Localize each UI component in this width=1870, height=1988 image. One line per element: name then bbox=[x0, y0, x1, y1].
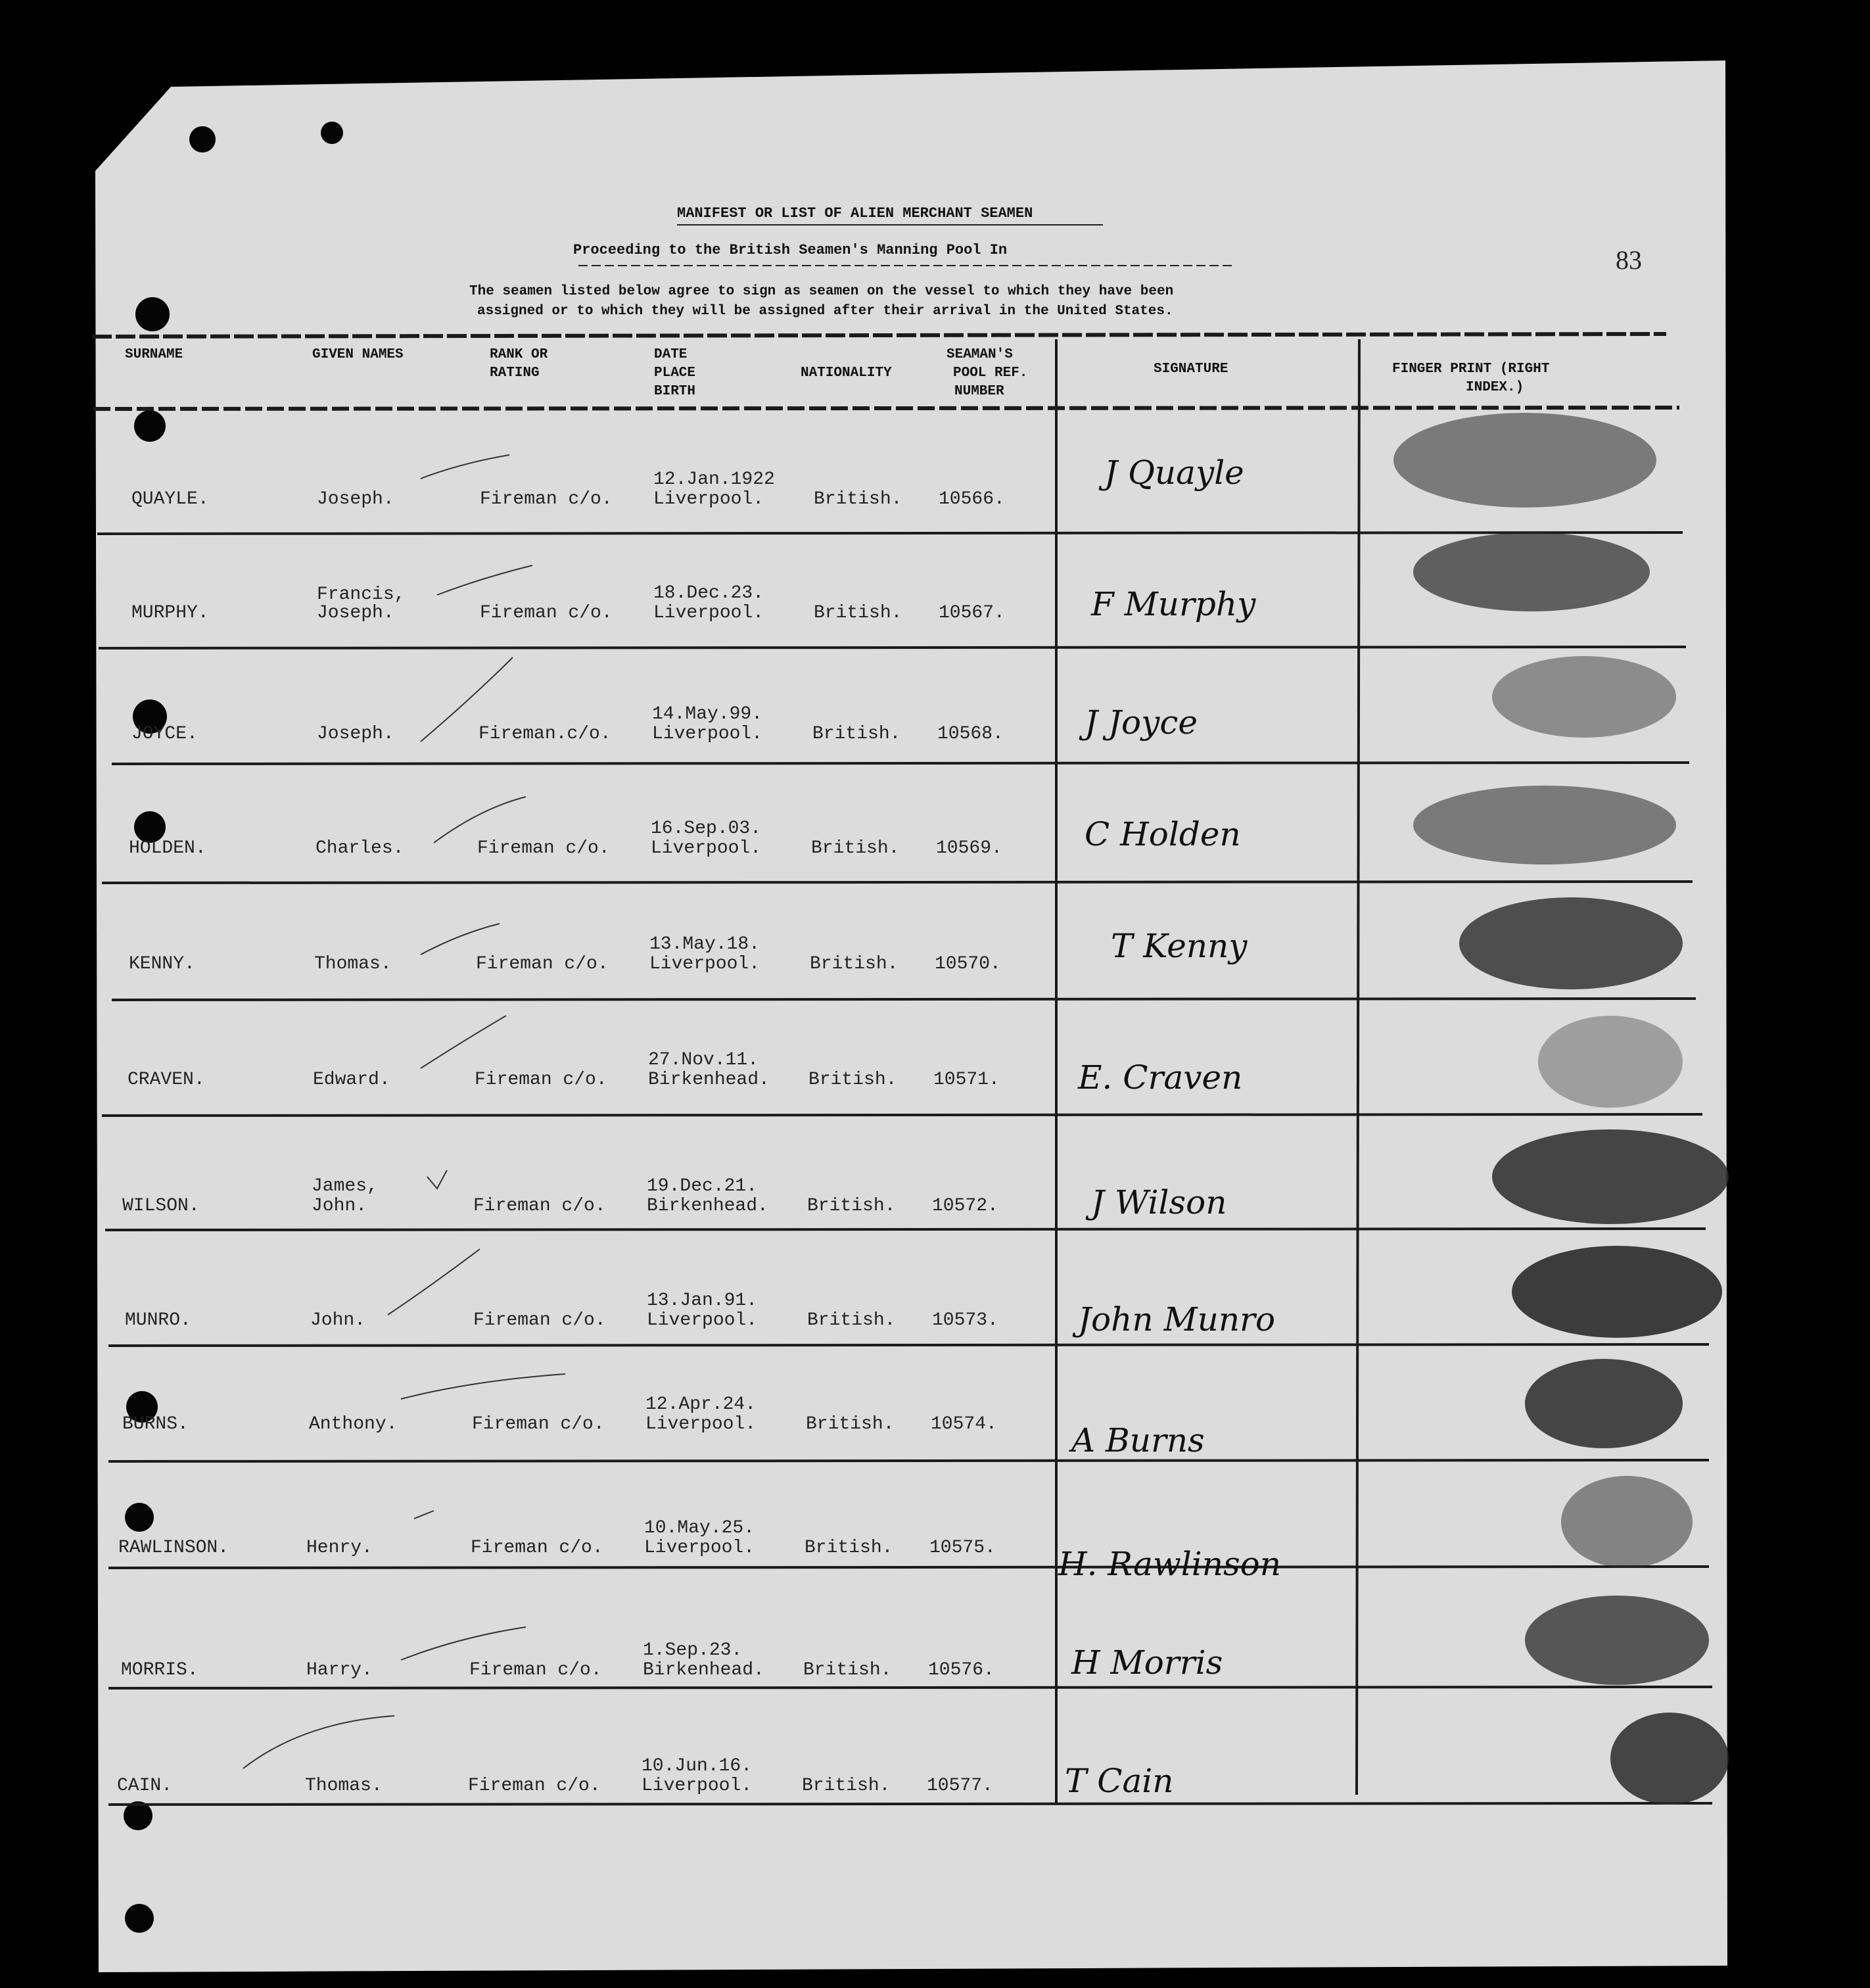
column-header-pool-line-2: POOL REF. bbox=[953, 366, 1028, 381]
row-birth-place: Birkenhead. bbox=[643, 1660, 764, 1680]
row-surname: CAIN. bbox=[117, 1776, 173, 1796]
row-birth-place: Liverpool. bbox=[653, 603, 764, 623]
row-pool-ref: 10576. bbox=[928, 1660, 994, 1680]
row-rank: Fireman c/o. bbox=[477, 838, 610, 859]
row-given-names-2: Joseph. bbox=[317, 489, 394, 509]
row-signature: H. Rawlinson bbox=[1058, 1545, 1281, 1583]
column-header-fingerprint-line-1: FINGER PRINT (RIGHT bbox=[1392, 362, 1550, 377]
row-surname: JOYCE. bbox=[131, 724, 198, 744]
row-rank: Fireman c/o. bbox=[480, 603, 613, 623]
row-signature: E. Craven bbox=[1078, 1058, 1243, 1097]
row-nationality: British. bbox=[806, 1414, 895, 1434]
row-nationality: British. bbox=[814, 489, 902, 509]
column-header-rank-line-2: RATING bbox=[490, 366, 540, 381]
manifest-title: MANIFEST OR LIST OF ALIEN MERCHANT SEAMEN bbox=[677, 205, 1033, 222]
row-nationality: British. bbox=[807, 1196, 896, 1216]
row-surname: HOLDEN. bbox=[129, 838, 206, 859]
row-birth-place: Liverpool. bbox=[651, 838, 762, 859]
row-signature: C Holden bbox=[1085, 815, 1241, 853]
row-nationality: British. bbox=[814, 603, 902, 623]
row-birth-place: Liverpool. bbox=[653, 489, 764, 509]
row-nationality: British. bbox=[803, 1660, 892, 1680]
column-header-pool-line-1: SEAMAN'S bbox=[947, 347, 1013, 362]
row-nationality: British. bbox=[802, 1776, 891, 1796]
column-header-date-line-2: PLACE bbox=[654, 366, 696, 381]
row-nationality: British. bbox=[807, 1310, 896, 1331]
row-signature: T Cain bbox=[1065, 1762, 1174, 1800]
column-header-given-names: GIVEN NAMES bbox=[312, 347, 404, 362]
row-pool-ref: 10571. bbox=[933, 1070, 1000, 1090]
row-given-names-2: Joseph. bbox=[317, 603, 394, 623]
row-given-names-2: Anthony. bbox=[309, 1414, 398, 1434]
row-surname: WILSON. bbox=[122, 1196, 200, 1216]
row-signature: H Morris bbox=[1071, 1644, 1223, 1682]
row-rank: Fireman c/o. bbox=[468, 1776, 601, 1796]
row-birth-date: 10.May.25. bbox=[644, 1518, 755, 1538]
row-birth-date: 12.Jan.1922 bbox=[653, 469, 775, 490]
column-header-date-line-1: DATE bbox=[654, 347, 688, 362]
row-birth-date: 12.Apr.24. bbox=[645, 1394, 757, 1415]
row-nationality: British. bbox=[811, 838, 900, 859]
row-rank: Fireman c/o. bbox=[476, 954, 609, 974]
row-surname: MUNRO. bbox=[125, 1310, 191, 1331]
row-given-names-2: John. bbox=[312, 1196, 367, 1216]
row-birth-date: 14.May.99. bbox=[652, 704, 763, 724]
row-birth-place: Birkenhead. bbox=[647, 1196, 768, 1216]
row-given-names-2: Thomas. bbox=[314, 954, 392, 974]
row-birth-place: Liverpool. bbox=[645, 1414, 757, 1434]
row-birth-date: 18.Dec.23. bbox=[653, 583, 764, 604]
row-signature: John Munro bbox=[1078, 1300, 1276, 1338]
row-birth-place: Liverpool. bbox=[649, 954, 760, 974]
row-birth-date: 19.Dec.21. bbox=[647, 1176, 758, 1196]
row-birth-place: Birkenhead. bbox=[648, 1070, 770, 1090]
row-birth-place: Liverpool. bbox=[644, 1538, 755, 1558]
row-rank: Fireman c/o. bbox=[473, 1196, 606, 1216]
row-nationality: British. bbox=[808, 1070, 897, 1090]
row-pool-ref: 10577. bbox=[927, 1776, 993, 1796]
column-header-surname: SURNAME bbox=[125, 347, 183, 362]
row-given-names-2: Joseph. bbox=[317, 724, 394, 744]
row-surname: CRAVEN. bbox=[128, 1070, 205, 1090]
row-signature: A Burns bbox=[1071, 1421, 1205, 1459]
row-birth-date: 27.Nov.11. bbox=[648, 1050, 759, 1070]
page-number: 83 bbox=[1616, 245, 1642, 275]
column-header-nationality: NATIONALITY bbox=[801, 366, 892, 381]
row-birth-place: Liverpool. bbox=[652, 724, 763, 744]
row-rank: Fireman.c/o. bbox=[479, 724, 611, 744]
row-rank: Fireman c/o. bbox=[469, 1660, 602, 1680]
row-pool-ref: 10572. bbox=[932, 1196, 998, 1216]
row-rank: Fireman c/o. bbox=[473, 1310, 606, 1331]
row-pool-ref: 10573. bbox=[932, 1310, 998, 1331]
row-rank: Fireman c/o. bbox=[475, 1070, 607, 1090]
row-given-names-2: Harry. bbox=[306, 1660, 373, 1680]
row-surname: KENNY. bbox=[129, 954, 195, 974]
row-signature: J Quayle bbox=[1104, 454, 1244, 492]
row-pool-ref: 10567. bbox=[939, 603, 1005, 623]
row-given-names-1: James, bbox=[312, 1176, 378, 1196]
row-pool-ref: 10569. bbox=[936, 838, 1002, 859]
column-header-date-line-3: BIRTH bbox=[654, 384, 696, 399]
row-birth-date: 1.Sep.23. bbox=[643, 1640, 743, 1661]
row-given-names-2: Charles. bbox=[316, 838, 404, 859]
row-rank: Fireman c/o. bbox=[471, 1538, 603, 1558]
row-birth-date: 13.May.18. bbox=[649, 934, 760, 955]
row-birth-date: 10.Jun.16. bbox=[642, 1756, 753, 1776]
row-birth-date: 13.Jan.91. bbox=[647, 1290, 758, 1311]
row-rank: Fireman c/o. bbox=[480, 489, 613, 509]
column-header-signature: SIGNATURE bbox=[1154, 362, 1228, 377]
row-given-names-1: Francis, bbox=[317, 584, 406, 605]
row-given-names-2: Thomas. bbox=[305, 1776, 383, 1796]
row-birth-place: Liverpool. bbox=[642, 1776, 753, 1796]
row-given-names-2: Henry. bbox=[306, 1538, 373, 1558]
row-given-names-2: John. bbox=[310, 1310, 366, 1331]
column-header-pool-line-3: NUMBER bbox=[954, 384, 1004, 399]
row-nationality: British. bbox=[805, 1538, 893, 1558]
manifest-subtitle: Proceeding to the British Seamen's Manning Pool In bbox=[573, 242, 1008, 258]
row-surname: BURNS. bbox=[122, 1414, 189, 1434]
column-header-fingerprint-line-2: INDEX.) bbox=[1466, 380, 1524, 395]
row-pool-ref: 10575. bbox=[929, 1538, 996, 1558]
row-nationality: British. bbox=[812, 724, 901, 744]
row-surname: QUAYLE. bbox=[131, 489, 209, 509]
row-surname: RAWLINSON. bbox=[118, 1538, 229, 1558]
row-nationality: British. bbox=[810, 954, 899, 974]
statement-line-1: The seamen listed below agree to sign as seamen on the vessel to which they have been bbox=[469, 284, 1174, 299]
row-signature: J Wilson bbox=[1091, 1183, 1227, 1221]
row-signature: T Kenny bbox=[1111, 927, 1248, 965]
row-given-names-2: Edward. bbox=[313, 1070, 390, 1090]
row-surname: MORRIS. bbox=[121, 1660, 199, 1680]
statement-line-2: assigned or to which they will be assigned after their arrival in the United States. bbox=[477, 304, 1173, 319]
row-pool-ref: 10568. bbox=[937, 724, 1004, 744]
row-signature: J Joyce bbox=[1085, 703, 1198, 742]
row-birth-date: 16.Sep.03. bbox=[651, 818, 762, 839]
row-rank: Fireman c/o. bbox=[472, 1414, 605, 1434]
row-pool-ref: 10566. bbox=[939, 489, 1005, 509]
row-signature: F Murphy bbox=[1091, 585, 1256, 623]
row-birth-place: Liverpool. bbox=[647, 1310, 758, 1331]
row-pool-ref: 10574. bbox=[931, 1414, 997, 1434]
column-header-rank-line-1: RANK OR bbox=[490, 347, 548, 362]
row-surname: MURPHY. bbox=[131, 603, 209, 623]
row-pool-ref: 10570. bbox=[935, 954, 1001, 974]
